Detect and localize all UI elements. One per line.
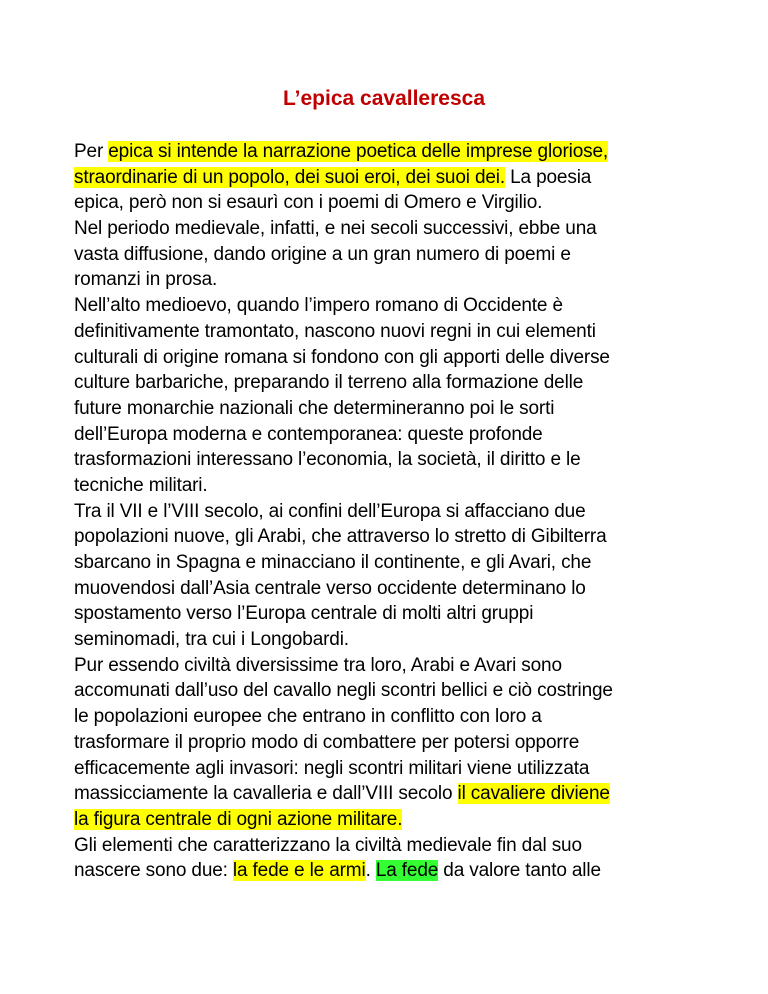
text-line <box>74 370 714 396</box>
text-run: accomunati dall’uso del cavallo negli scontri bellici e ciò costringe <box>74 680 613 702</box>
text-line <box>74 216 714 242</box>
text-line <box>74 781 714 807</box>
text-line <box>74 678 714 704</box>
text-run: spostamento verso l’Europa centrale di molti altri gruppi <box>74 603 534 625</box>
text-line <box>74 190 714 216</box>
text-line <box>74 139 714 165</box>
text-run: Per <box>74 141 109 162</box>
text-line <box>74 833 714 859</box>
text-run: future monarchie nazionali che determineranno poi le sorti <box>74 397 555 419</box>
text-line <box>74 165 714 191</box>
text-run: popolazioni nuove, gli Arabi, che attraverso lo stretto di Gibilterra <box>74 526 607 548</box>
text-run: vasta diffusione, dando origine a un gran numero di poemi e <box>74 243 571 265</box>
text-run: culture barbariche, preparando il terreno alla formazione delle <box>74 372 584 394</box>
text-line <box>74 524 714 550</box>
text-run: Pur essendo civiltà diversissime tra loro, Arabi e Avari sono <box>74 654 562 676</box>
text-line <box>74 704 714 730</box>
text-line <box>74 293 714 319</box>
text-run: Tra il VII e l’VIII secolo, ai confini dell’Europa si affacciano due <box>74 500 586 522</box>
highlighted-text-yellow: epica si intende la narrazione poetica delle imprese gloriose, <box>108 141 609 162</box>
highlighted-text-green: La fede <box>375 860 439 882</box>
text-line <box>74 550 714 576</box>
text-line <box>74 653 714 679</box>
text-run: dell’Europa moderna e contemporanea: queste profonde <box>74 423 543 445</box>
text-run: tecniche militari. <box>74 474 208 496</box>
text-line <box>74 576 714 602</box>
highlighted-text-yellow: straordinarie di un popolo, dei suoi eroi, dei suoi dei. <box>74 166 505 188</box>
text-run: romanzi in prosa. <box>74 269 218 291</box>
text-line <box>74 345 714 371</box>
text-run: culturali di origine romana si fondono con gli apporti delle diverse <box>74 346 610 368</box>
text-line <box>74 267 714 293</box>
text-line <box>74 730 714 756</box>
text-run: sbarcano in Spagna e minacciano il continente, e gli Avari, che <box>74 552 592 573</box>
text-run: trasformazioni interessano l’economia, la società, il diritto e le <box>74 449 581 471</box>
text-line <box>74 396 714 422</box>
text-run: da valore tanto alle <box>438 860 601 882</box>
text-line <box>74 422 714 448</box>
text-run: epica, però non si esaurì con i poemi di Omero e Virgilio. <box>74 192 543 214</box>
text-run: muovendosi dall’Asia centrale verso occidente determinano lo <box>74 577 586 599</box>
text-line <box>74 858 714 884</box>
text-line <box>74 447 714 473</box>
text-run: Gli elementi che caratterizzano la civiltà medievale fin dal suo <box>74 834 582 856</box>
text-line <box>74 473 714 499</box>
document-body <box>74 139 714 884</box>
text-line <box>74 807 714 833</box>
document-title: L’epica cavalleresca <box>283 87 485 110</box>
text-run: efficacemente agli invasori: negli scontri militari viene utilizzata <box>74 757 590 779</box>
text-line <box>74 242 714 268</box>
text-line <box>74 756 714 782</box>
text-run: le popolazioni europee che entrano in conflitto con loro a <box>74 706 542 728</box>
text-run: massicciamente la cavalleria e dall’VIII secolo <box>74 783 458 805</box>
text-run: seminomadi, tra cui i Longobardi. <box>74 629 349 651</box>
text-run: Nel periodo medievale, infatti, e nei secoli successivi, ebbe una <box>74 218 597 240</box>
text-run: . <box>365 860 376 882</box>
text-run: nascere sono due: <box>74 860 233 882</box>
text-run: definitivamente tramontato, nascono nuovi regni in cui elementi <box>74 320 596 342</box>
text-line <box>74 627 714 653</box>
text-line <box>74 499 714 525</box>
text-run: trasformare il proprio modo di combattere per potersi opporre <box>74 731 580 753</box>
text-line <box>74 319 714 345</box>
highlighted-text-yellow: la fede e le armi <box>232 860 366 882</box>
highlighted-text-yellow: il cavaliere diviene <box>457 783 610 805</box>
text-line <box>74 601 714 627</box>
text-run: Nell’alto medioevo, quando l’impero romano di Occidente è <box>74 295 563 317</box>
highlighted-text-yellow: la figura centrale di ogni azione militare. <box>74 808 403 830</box>
text-run: La poesia <box>505 166 592 188</box>
